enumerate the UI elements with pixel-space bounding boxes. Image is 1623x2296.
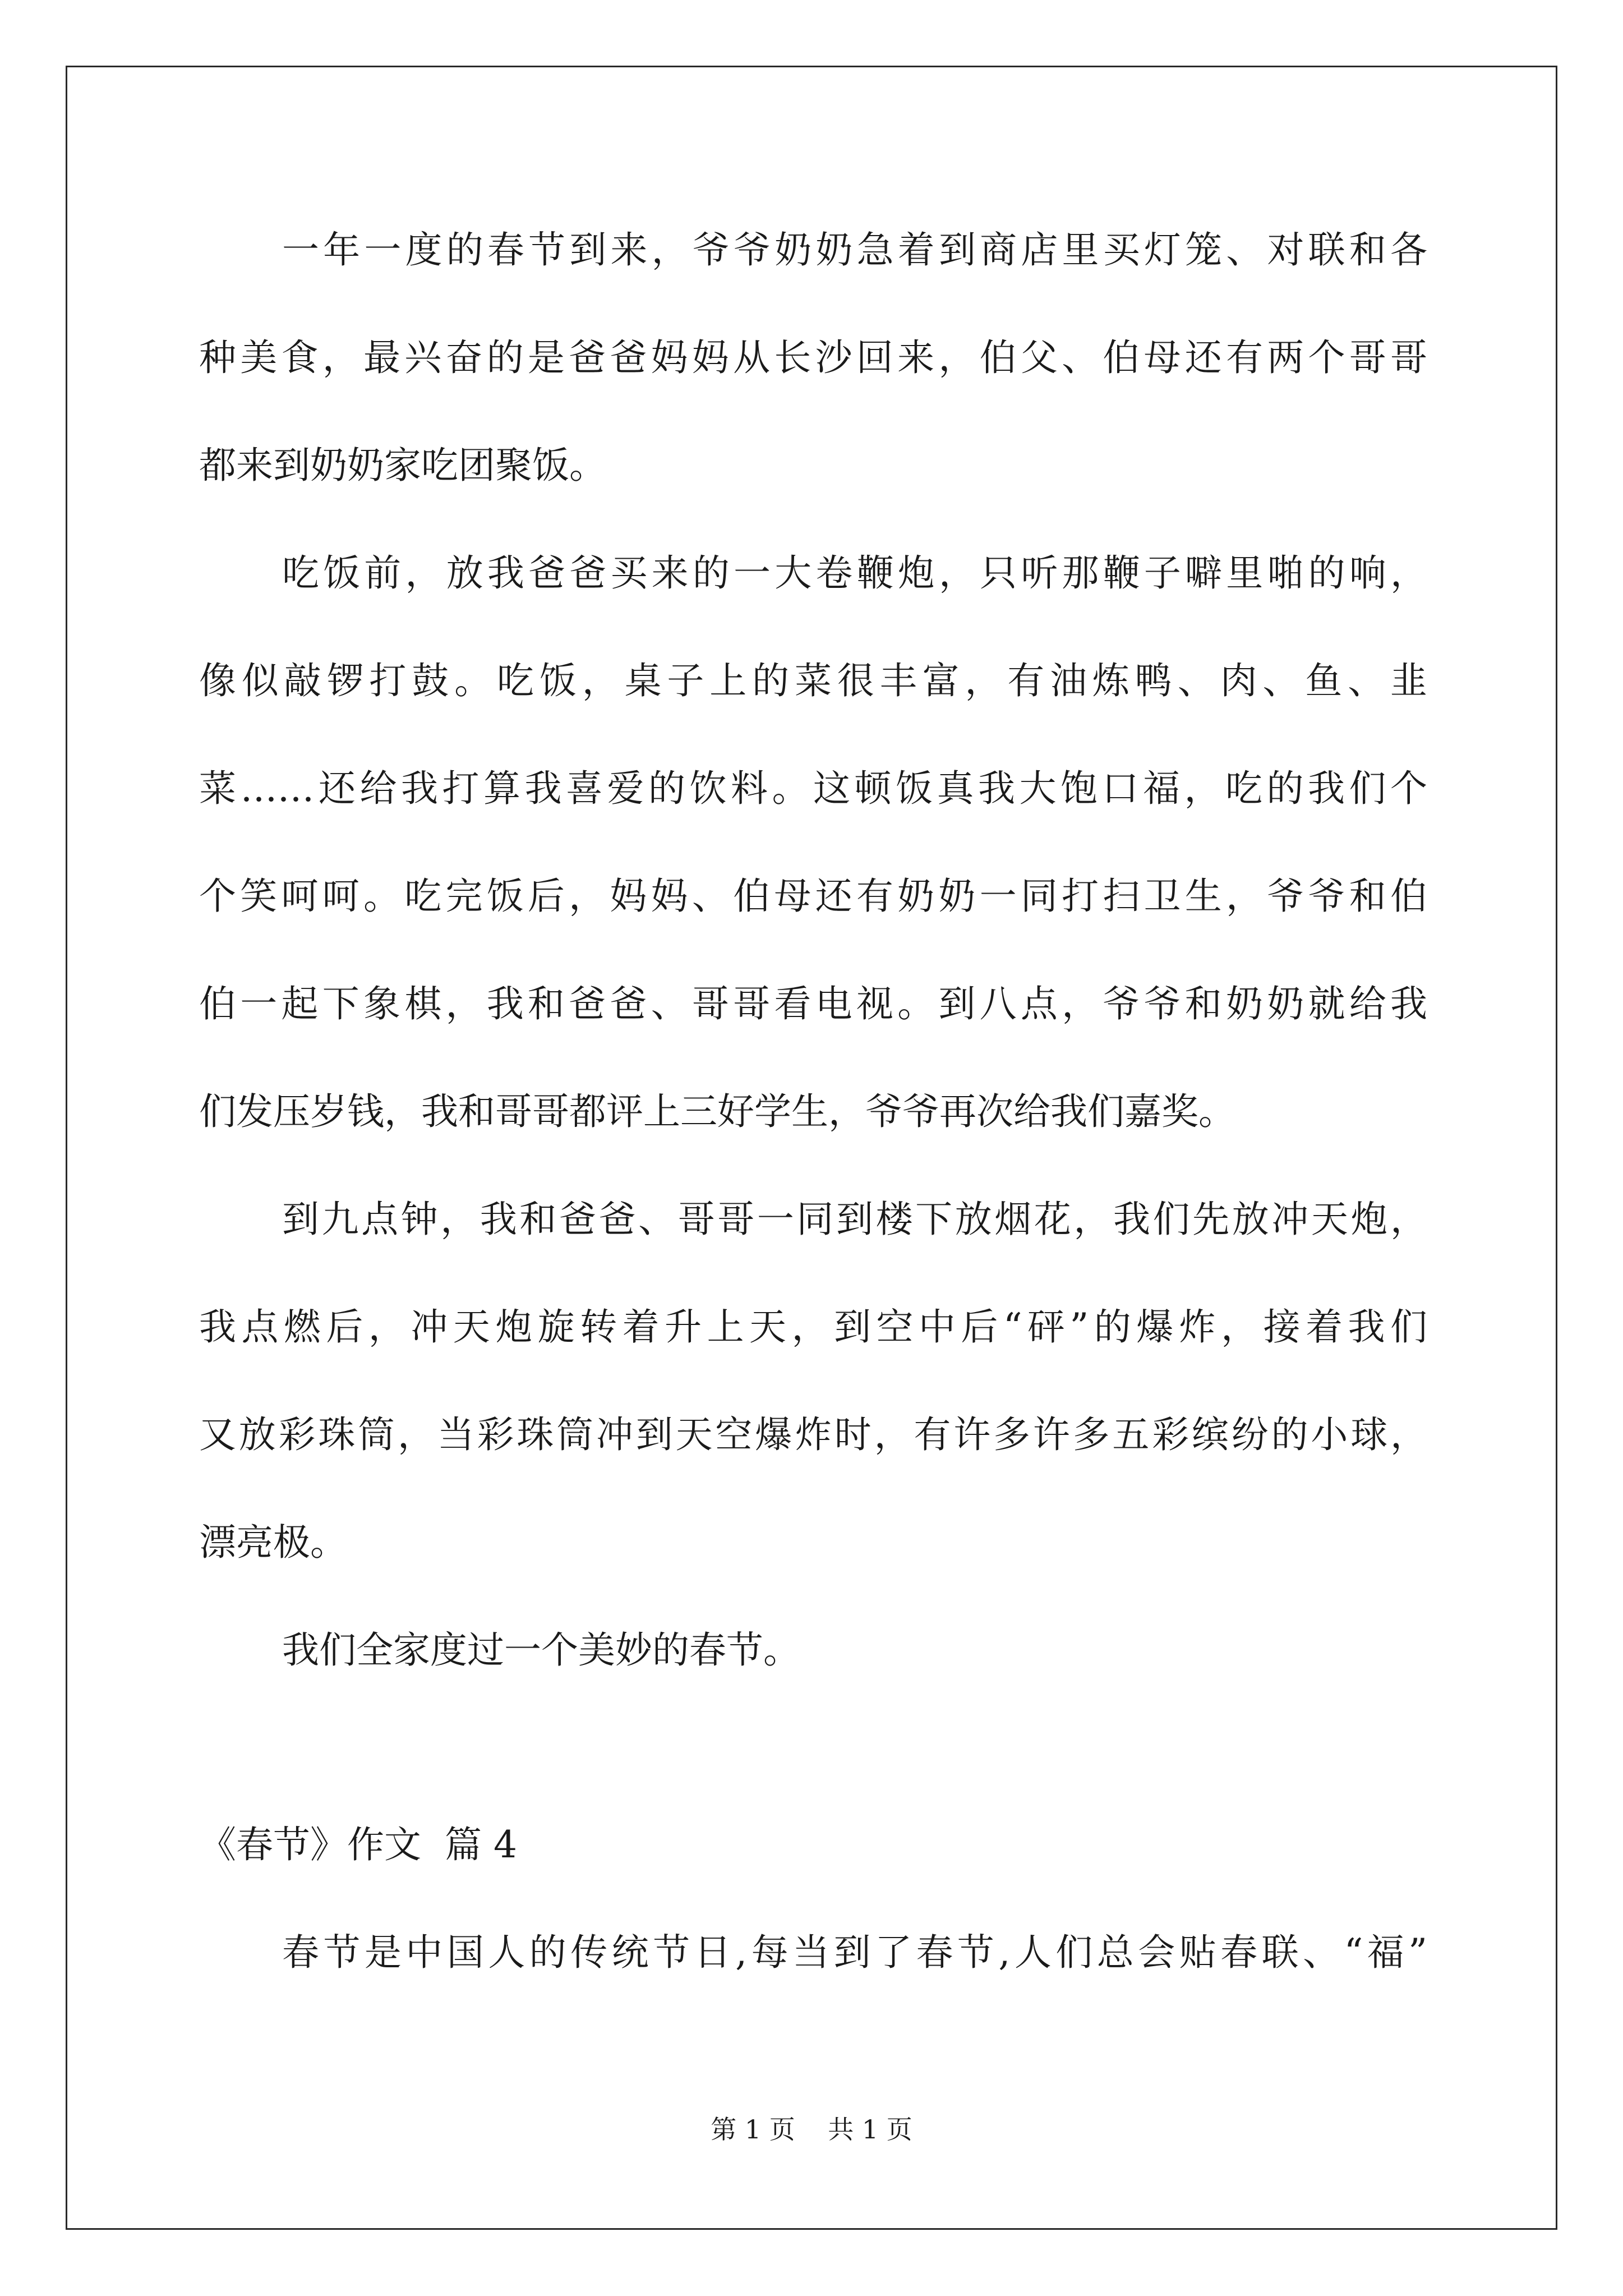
paragraph-3-line-4: 漂亮极。 bbox=[199, 1521, 347, 1564]
paragraph-4-line-1: 我们全家度过一个美妙的春节。 bbox=[282, 1628, 800, 1672]
next-paragraph-line-1: 春节是中国人的传统节日,每当到了春节,人们总会贴春联、“福” bbox=[282, 1931, 1427, 1974]
paragraph-2-line-3: 菜……还给我打算我喜爱的饮料。这顿饭真我大饱口福，吃的我们个 bbox=[199, 767, 1427, 810]
paragraph-2-line-5: 伯一起下象棋，我和爸爸、哥哥看电视。到八点，爷爷和奶奶就给我 bbox=[199, 982, 1427, 1025]
page-footer: 第 1 页 共 1 页 bbox=[711, 2114, 912, 2145]
paragraph-1-line-1: 一年一度的春节到来，爷爷奶奶急着到商店里买灯笼、对联和各 bbox=[282, 228, 1427, 272]
paragraph-2-line-1: 吃饭前，放我爸爸买来的一大卷鞭炮，只听那鞭子噼里啪的响， bbox=[282, 551, 1427, 595]
page-border bbox=[66, 66, 1557, 2230]
paragraph-3-line-3: 又放彩珠筒，当彩珠筒冲到天空爆炸时，有许多许多五彩缤纷的小球， bbox=[199, 1413, 1427, 1456]
paragraph-3-line-1: 到九点钟，我和爸爸、哥哥一同到楼下放烟花，我们先放冲天炮， bbox=[282, 1198, 1427, 1241]
paragraph-1-line-3: 都来到奶奶家吃团聚饭。 bbox=[199, 444, 606, 487]
paragraph-1-line-2: 种美食，最兴奋的是爸爸妈妈从长沙回来，伯父、伯母还有两个哥哥 bbox=[199, 336, 1427, 379]
paragraph-2-line-6: 们发压岁钱，我和哥哥都评上三好学生，爷爷再次给我们嘉奖。 bbox=[199, 1090, 1235, 1133]
paragraph-3-line-2: 我点燃后，冲天炮旋转着升上天，到空中后“砰”的爆炸，接着我们 bbox=[199, 1305, 1427, 1349]
paragraph-2-line-4: 个笑呵呵。吃完饭后，妈妈、伯母还有奶奶一同打扫卫生，爷爷和伯 bbox=[199, 875, 1427, 918]
section-heading: 《春节》作文 篇 4 bbox=[199, 1823, 517, 1866]
paragraph-2-line-2: 像似敲锣打鼓。吃饭，桌子上的菜很丰富，有油炼鸭、肉、鱼、韭 bbox=[199, 659, 1427, 702]
